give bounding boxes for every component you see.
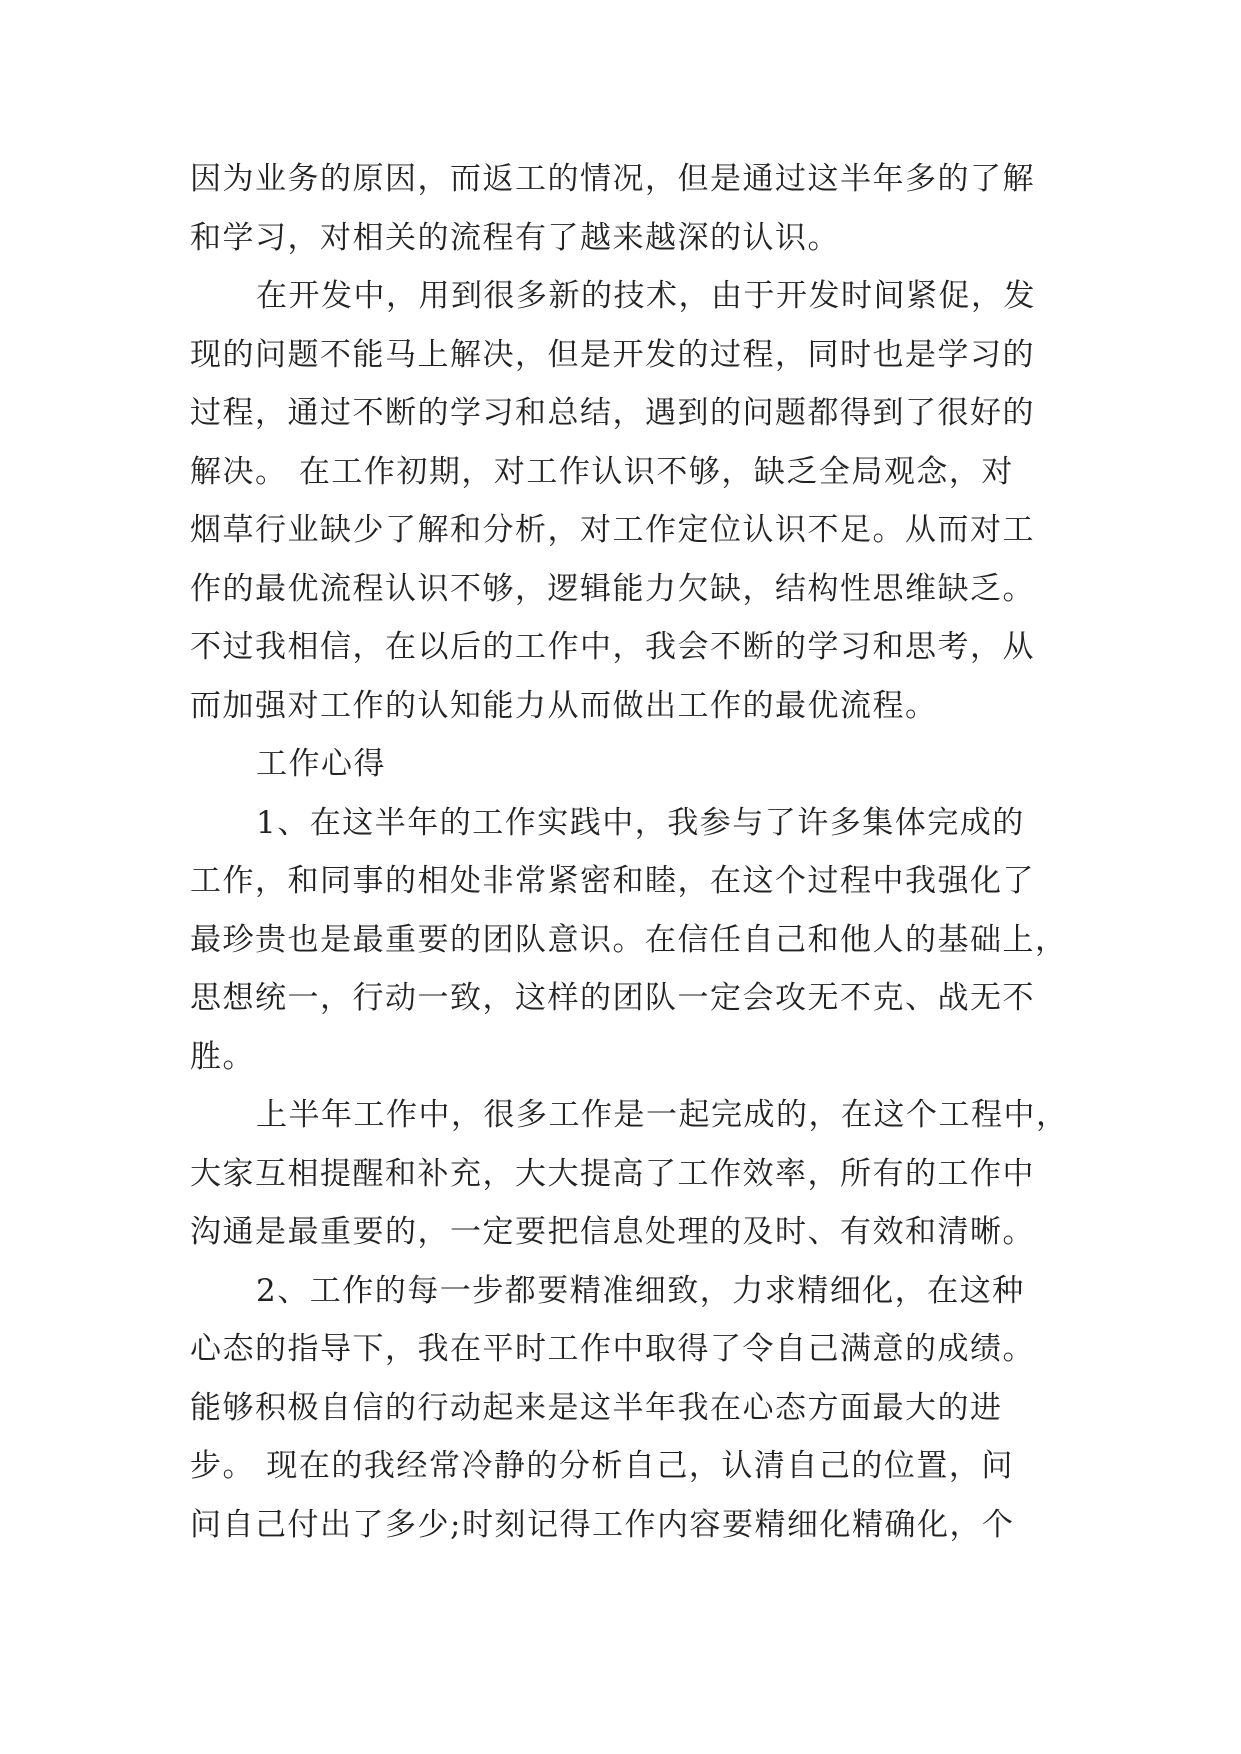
document-body bbox=[190, 150, 1069, 1554]
text-line: 烟草行业缺少了解和分析，对工作定位认识不足。从而对工 bbox=[190, 512, 1035, 548]
text-line: 工作，和同事的相处非常紧密和睦，在这个过程中我强化了 bbox=[190, 863, 1035, 899]
text-line: 和学习，对相关的流程有了越来越深的认识。 bbox=[190, 219, 840, 256]
text-line: 1、在这半年的工作实践中，我参与了许多集体完成的 bbox=[256, 804, 1025, 841]
text-line: 在开发中，用到很多新的技术，由于开发时间紧促，发 bbox=[256, 278, 1036, 314]
text-line: 问自己付出了多少;时刻记得工作内容要精细化精确化，个 bbox=[190, 1506, 1015, 1543]
text-line: 最珍贵也是最重要的团队意识。在信任自己和他人的基础上， bbox=[190, 921, 1068, 958]
text-line: 心态的指导下，我在平时工作中取得了令自己满意的成绩。 bbox=[190, 1331, 1035, 1367]
text-line: 步。 现在的我经常冷静的分析自己，认清自己的位置，问 bbox=[190, 1448, 1014, 1484]
text-line: 过程，通过不断的学习和总结，遇到的问题都得到了很好的 bbox=[190, 395, 1035, 431]
text-line: 不过我相信，在以后的工作中，我会不断的学习和思考，从 bbox=[190, 629, 1035, 665]
section-heading: 工作心得 bbox=[256, 746, 386, 782]
text-line: 胜。 bbox=[190, 1038, 255, 1075]
text-line: 思想统一，行动一致，这样的团队一定会攻无不克、战无不 bbox=[190, 980, 1035, 1016]
text-line: 沟通是最重要的，一定要把信息处理的及时、有效和清晰。 bbox=[190, 1214, 1035, 1250]
text-line: 而加强对工作的认知能力从而做出工作的最优流程。 bbox=[190, 687, 938, 724]
text-line: 大家互相提醒和补充，大大提高了工作效率，所有的工作中 bbox=[190, 1155, 1035, 1192]
text-line: 作的最优流程认识不够，逻辑能力欠缺，结构性思维缺乏。 bbox=[190, 570, 1035, 607]
text-line: 现的问题不能马上解决，但是开发的过程，同时也是学习的 bbox=[190, 336, 1035, 373]
text-line: 上半年工作中，很多工作是一起完成的，在这个工程中， bbox=[256, 1097, 1069, 1133]
text-line: 因为业务的原因，而返工的情况，但是通过这半年多的了解 bbox=[190, 161, 1035, 197]
text-line: 能够积极自信的行动起来是这半年我在心态方面最大的进 bbox=[190, 1389, 1003, 1426]
text-line: 解决。 在工作初期，对工作认识不够，缺乏全局观念，对 bbox=[190, 453, 1014, 490]
text-line: 2、工作的每一步都要精准细致，力求精细化，在这种 bbox=[256, 1272, 1025, 1309]
